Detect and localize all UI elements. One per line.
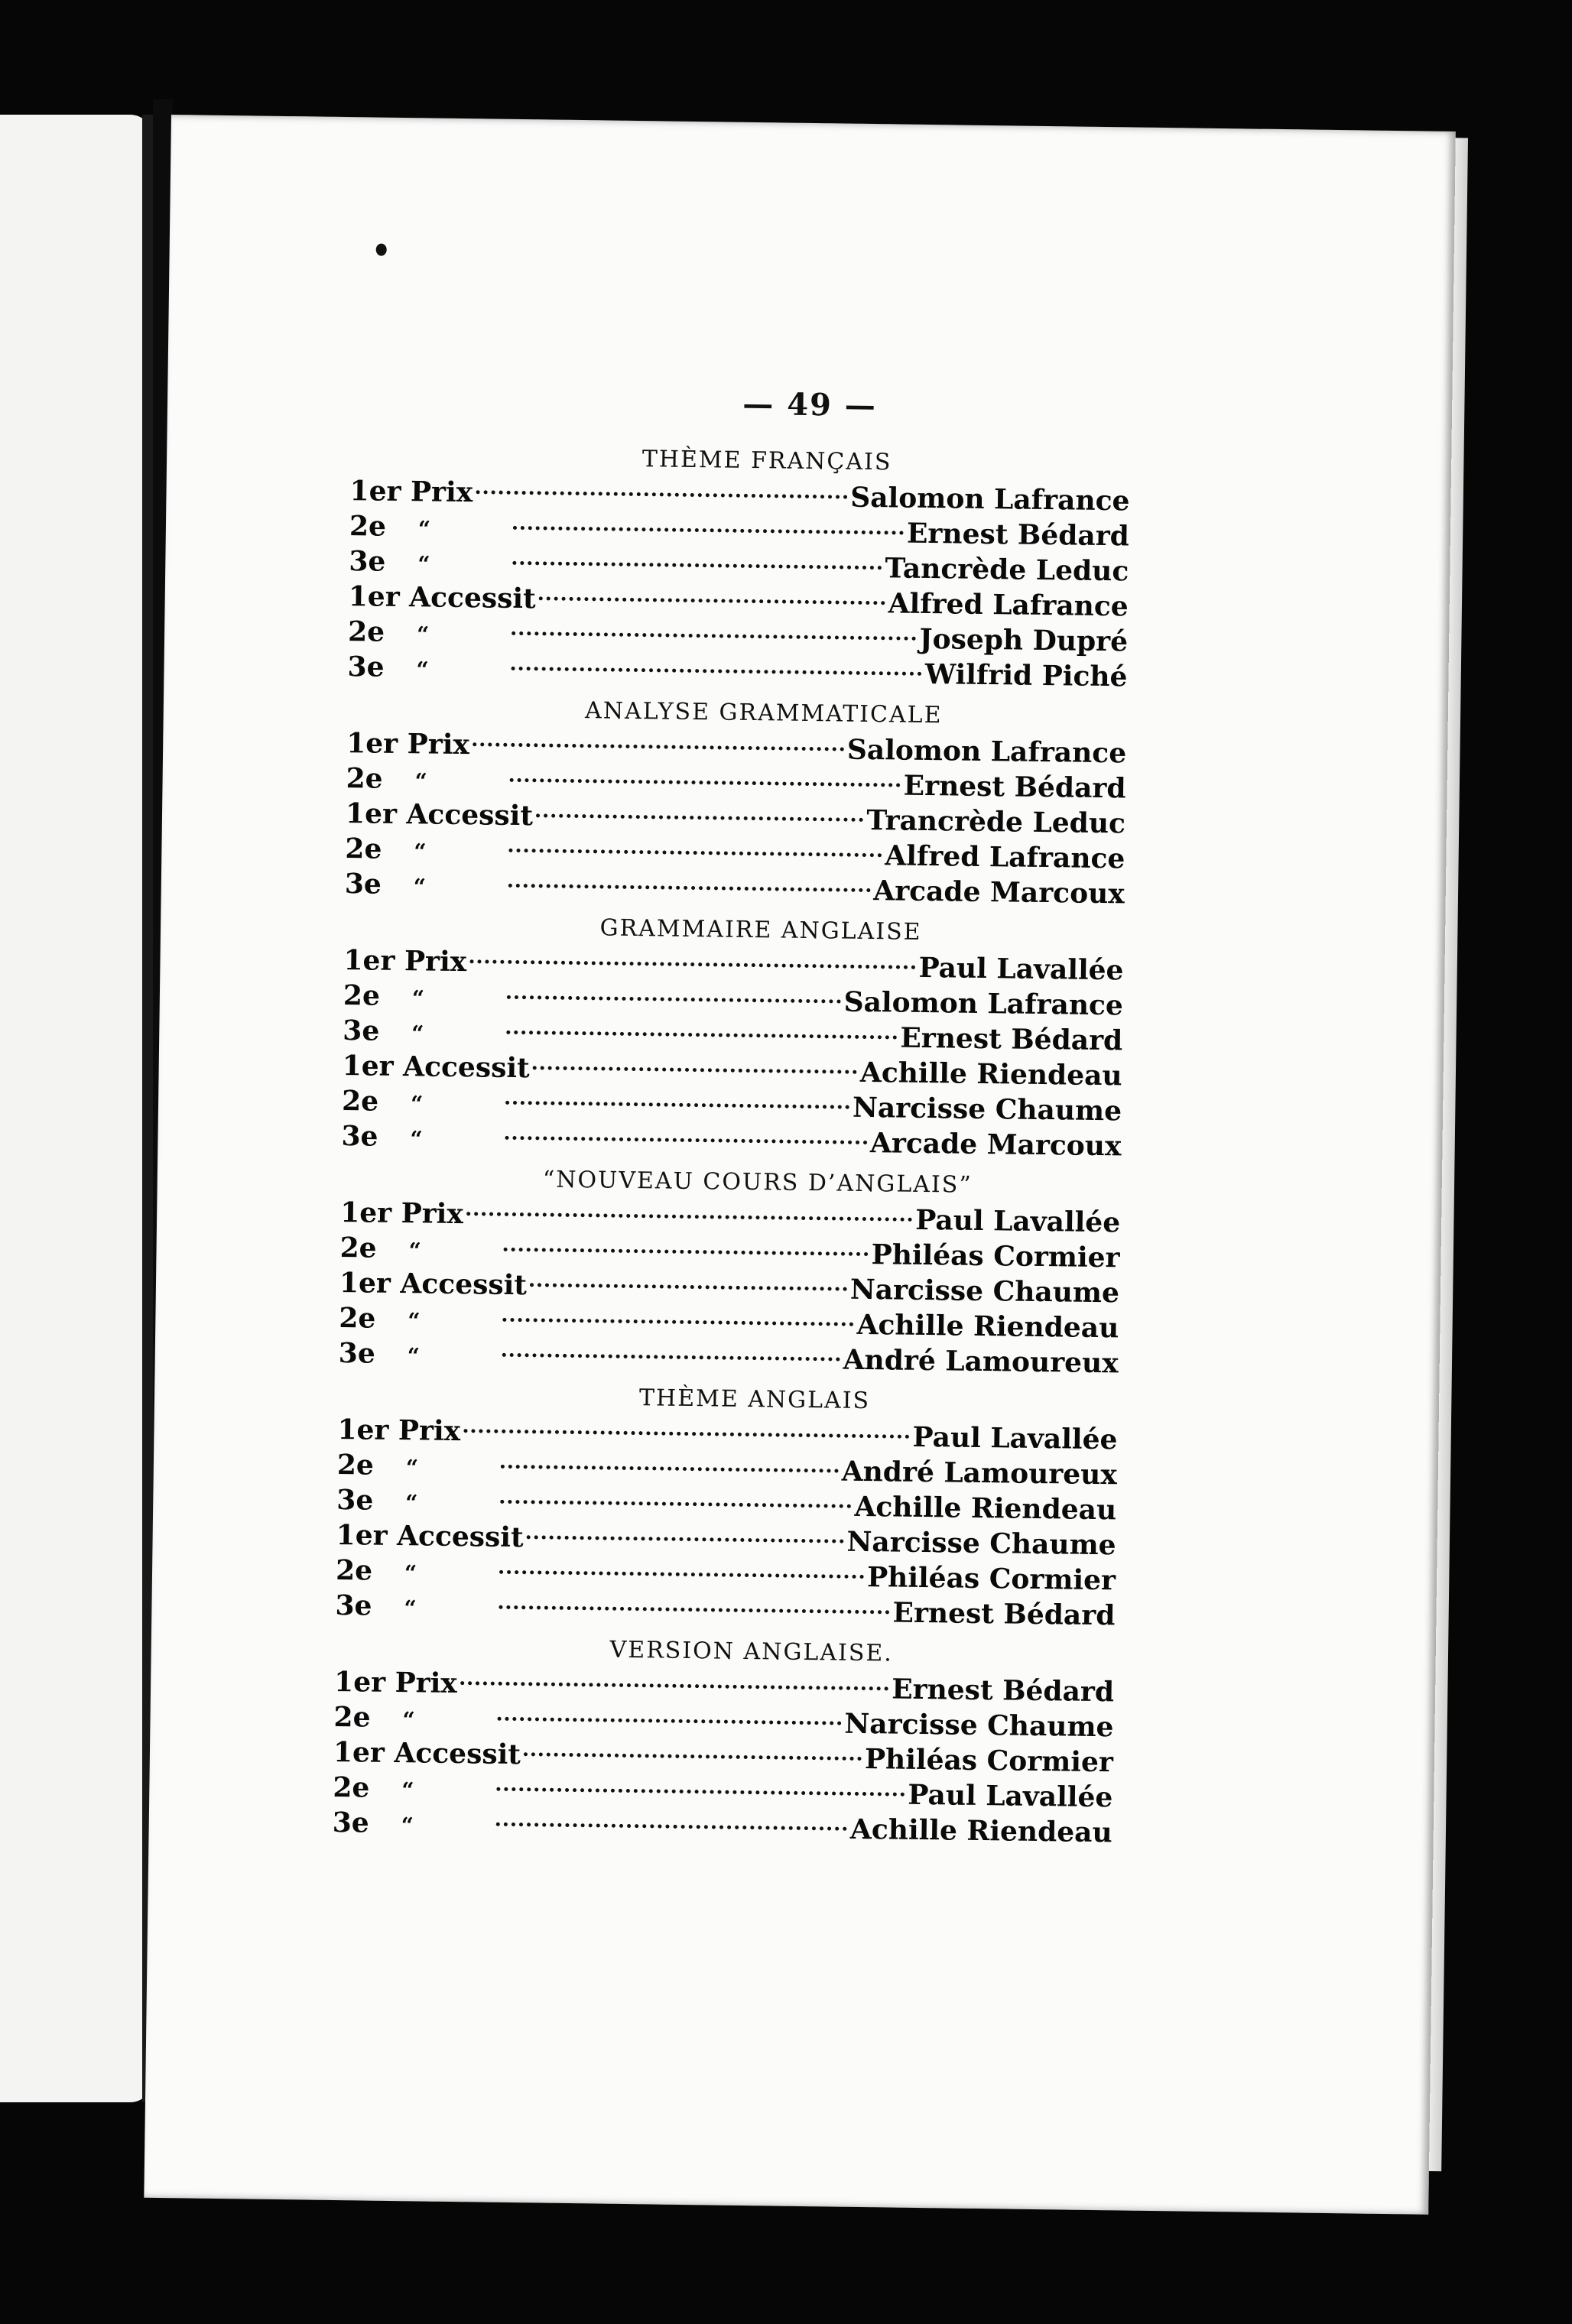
dot-leader	[508, 884, 871, 892]
dot-leader	[499, 1570, 864, 1579]
dot-leader	[507, 995, 841, 1004]
prize-rank: 2e	[347, 615, 385, 648]
winner-name: André Lamoureux	[841, 1455, 1118, 1491]
winner-name: Ernest Bédard	[903, 769, 1126, 805]
prize-rank: 1er Prix	[343, 944, 467, 979]
prize-rank: 2e	[349, 510, 387, 543]
winner-name: Ernest Bédard	[900, 1021, 1123, 1057]
dot-leader	[502, 1318, 853, 1326]
prize-rank: 3e	[336, 1483, 374, 1517]
ditto-mark: “	[414, 839, 427, 865]
winner-name: Achille Riendeau	[849, 1813, 1112, 1849]
prize-section	[335, 1377, 1118, 1633]
ditto-mark: “	[410, 1126, 423, 1152]
ditto-mark: “	[404, 1560, 417, 1586]
prize-rank: 1er Prix	[346, 727, 470, 761]
prize-rank: 2e	[346, 762, 383, 795]
dot-leader	[506, 1031, 897, 1040]
dot-leader	[536, 813, 864, 822]
winner-name: Paul Lavallée	[912, 1420, 1118, 1456]
prize-section	[345, 690, 1128, 911]
winner-name: Salomon Lafrance	[846, 733, 1127, 770]
winner-name: Salomon Lafrance	[849, 481, 1130, 518]
prize-rank: 1er Prix	[333, 1665, 458, 1700]
dot-leader	[466, 1212, 913, 1222]
prize-section	[347, 438, 1130, 694]
winner-name: Achille Riendeau	[856, 1308, 1119, 1345]
prize-rank: 1er Accessit	[345, 797, 534, 833]
prize-rank: 2e	[336, 1448, 375, 1482]
section-title: ANALYSE GRAMMATICALE	[584, 697, 943, 729]
winner-name: Joseph Dupré	[919, 622, 1129, 658]
dot-leader	[501, 1465, 839, 1473]
dot-leader	[473, 742, 844, 751]
winner-name: Alfred Lafrance	[885, 839, 1125, 875]
prize-rank: 1er Accessit	[342, 1050, 530, 1085]
ditto-mark: “	[405, 1490, 418, 1516]
winner-name: André Lamoureux	[843, 1343, 1119, 1380]
prize-rank: 3e	[344, 868, 382, 901]
winner-name: Narcisse Chaume	[844, 1707, 1114, 1744]
winner-name: Achille Riendeau	[859, 1056, 1122, 1092]
winner-name: Philéas Cormier	[871, 1238, 1120, 1274]
ditto-mark: “	[401, 1777, 414, 1803]
ditto-mark: “	[413, 874, 427, 900]
ditto-mark: “	[407, 1343, 421, 1369]
winner-name: Philéas Cormier	[864, 1743, 1114, 1779]
winner-name: Paul Lavallée	[915, 1203, 1121, 1239]
prize-rank: 3e	[332, 1806, 370, 1839]
dot-leader	[510, 778, 901, 787]
dot-leader	[512, 631, 916, 641]
dot-leader	[476, 490, 847, 498]
dot-leader	[524, 1752, 862, 1761]
winner-name: Arcade Marcoux	[873, 875, 1125, 910]
section-title: THÈME FRANÇAIS	[641, 446, 892, 476]
winner-name: Narcisse Chaume	[849, 1273, 1120, 1310]
ditto-mark: “	[411, 1021, 424, 1047]
dot-leader	[533, 1066, 857, 1074]
prize-rank: 3e	[349, 545, 386, 578]
ditto-mark: “	[416, 657, 429, 683]
dot-leader	[460, 1681, 888, 1690]
prize-rank: 1er Accessit	[336, 1518, 524, 1554]
dot-leader	[499, 1605, 889, 1615]
dot-leader	[463, 1429, 910, 1439]
dot-leader	[505, 1101, 849, 1109]
prize-rank: 2e	[341, 1085, 379, 1118]
dot-leader	[527, 1535, 844, 1543]
ditto-mark: “	[408, 1308, 421, 1334]
section-title: THÈME ANGLAIS	[638, 1384, 871, 1415]
prize-rank: 2e	[333, 1700, 371, 1734]
prize-section	[341, 907, 1124, 1164]
winner-name: Paul Lavallée	[918, 951, 1124, 987]
prize-rank: 2e	[335, 1553, 373, 1587]
dot-leader	[502, 1353, 840, 1362]
dot-leader	[539, 596, 885, 605]
dot-leader	[496, 1823, 847, 1831]
ditto-mark: “	[401, 1813, 414, 1839]
ditto-mark: “	[410, 1091, 424, 1117]
winner-name: Paul Lavallée	[908, 1778, 1113, 1814]
prize-rank: 2e	[339, 1302, 376, 1335]
prize-rank: 1er Accessit	[339, 1267, 528, 1302]
ditto-mark: “	[416, 622, 430, 648]
winner-name: Ernest Bédard	[892, 1596, 1116, 1632]
prize-rank: 3e	[341, 1120, 378, 1153]
section-title: VERSION ANGLAISE.	[609, 1636, 894, 1667]
dot-leader	[508, 849, 882, 857]
prize-section	[339, 1160, 1122, 1381]
dot-leader	[530, 1283, 847, 1290]
left-facing-page	[0, 115, 153, 2102]
winner-name: Ernest Bédard	[891, 1673, 1115, 1709]
winner-name: Salomon Lafrance	[843, 985, 1124, 1022]
ink-speck	[376, 244, 387, 256]
prize-rank: 2e	[345, 833, 382, 865]
winner-name: Philéas Cormier	[866, 1561, 1116, 1597]
ditto-mark: “	[417, 551, 430, 577]
dot-leader	[512, 561, 882, 570]
ditto-mark: “	[402, 1707, 415, 1733]
winner-name: Narcisse Chaume	[846, 1525, 1116, 1562]
dot-leader	[469, 959, 916, 969]
winner-name: Tancrède Leduc	[885, 552, 1129, 588]
page-number: — 49 —	[742, 385, 878, 424]
prize-rank: 1er Prix	[349, 475, 473, 509]
prize-rank: 1er Prix	[339, 1196, 464, 1231]
prize-rank: 3e	[338, 1337, 376, 1370]
prize-rank: 1er Accessit	[348, 580, 536, 615]
winner-name: Narcisse Chaume	[852, 1091, 1122, 1128]
prize-list	[332, 438, 1130, 1856]
prize-rank: 3e	[335, 1589, 372, 1622]
prize-rank: 1er Accessit	[333, 1735, 521, 1771]
prize-rank: 3e	[347, 651, 385, 683]
ditto-mark: “	[414, 768, 427, 794]
prize-rank: 2e	[343, 979, 381, 1012]
book-page	[144, 115, 1456, 2215]
section-title: GRAMMAIRE ANGLAISE	[599, 914, 922, 946]
ditto-mark: “	[408, 1238, 421, 1264]
prize-rank: 3e	[343, 1014, 380, 1047]
prize-rank: 1er Prix	[337, 1413, 461, 1448]
ditto-mark: “	[405, 1455, 419, 1481]
winner-name: Alfred Lafrance	[888, 587, 1129, 623]
dot-leader	[500, 1500, 851, 1508]
prize-section	[332, 1629, 1115, 1850]
winner-name: Wilfrid Piché	[924, 657, 1128, 693]
ditto-mark: “	[417, 516, 431, 542]
winner-name: Ernest Bédard	[906, 517, 1130, 553]
dot-leader	[512, 667, 922, 676]
prize-rank: 2e	[339, 1232, 377, 1264]
dot-leader	[498, 1717, 842, 1725]
dot-leader	[496, 1787, 905, 1797]
winner-name: Achille Riendeau	[854, 1490, 1117, 1527]
winner-name: Trancrède Leduc	[866, 803, 1126, 840]
prize-rank: 2e	[333, 1771, 370, 1804]
section-title: “NOUVEAU COURS D’ANGLAIS”	[542, 1166, 973, 1199]
ditto-mark: “	[411, 985, 425, 1011]
dot-leader	[513, 526, 904, 535]
dot-leader	[505, 1136, 867, 1144]
winner-name: Arcade Marcoux	[869, 1127, 1122, 1163]
ditto-mark: “	[404, 1595, 417, 1621]
dot-leader	[504, 1248, 869, 1256]
